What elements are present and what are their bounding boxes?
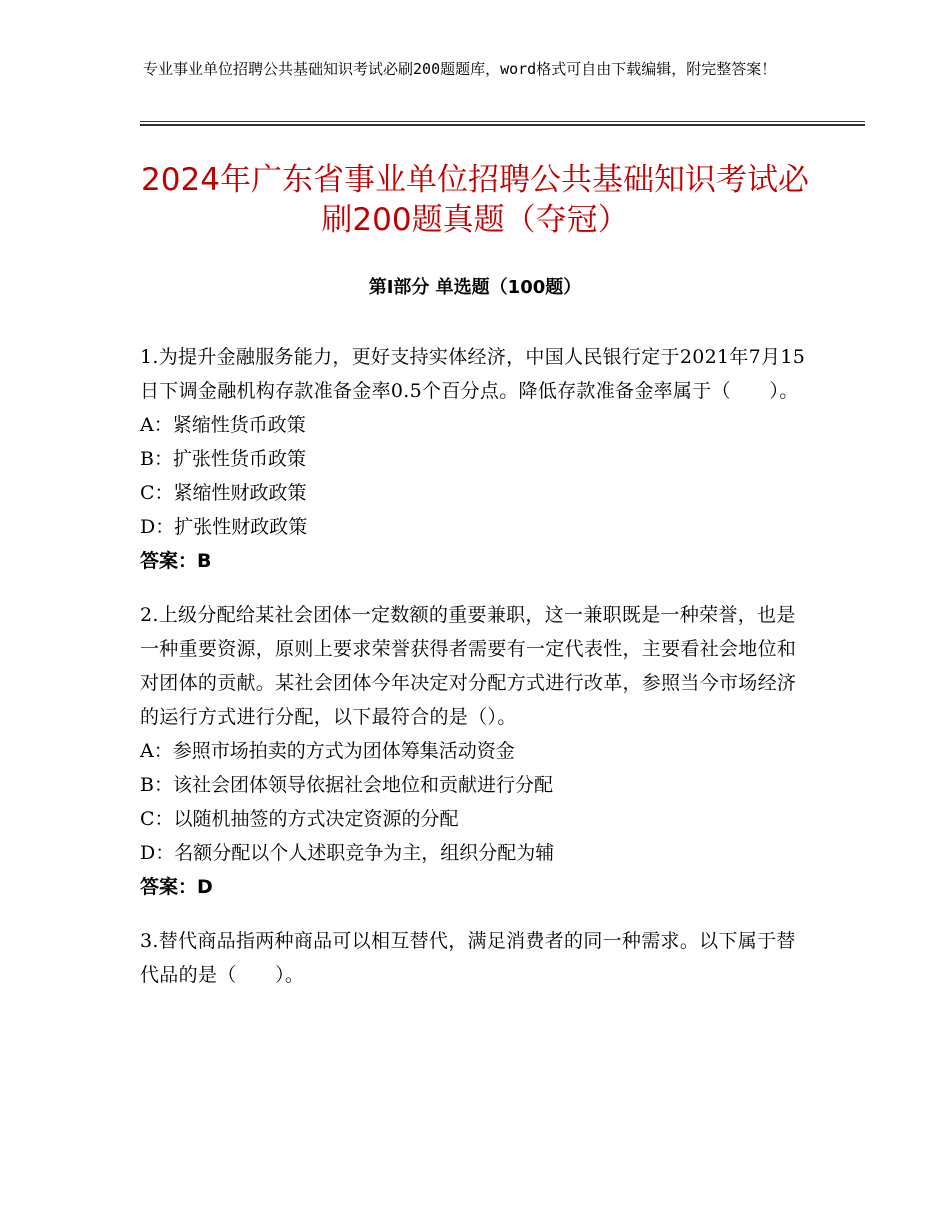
header-divider-thin xyxy=(140,121,865,122)
option-d: D：名额分配以个人述职竞争为主，组织分配为辅 xyxy=(140,842,555,864)
option-a: A：紧缩性货币政策 xyxy=(140,414,306,436)
question-stem: 3.替代商品指两种商品可以相互替代，满足消费者的同一种需求。以下属于替代品的是（ ）。 xyxy=(140,930,796,986)
section-title: 第Ⅰ部分 单选题（100题） xyxy=(368,277,582,298)
question-2 xyxy=(140,598,810,904)
answer: 答案：D xyxy=(140,876,213,898)
header-note: 专业事业单位招聘公共基础知识考试必刷200题题库，word格式可自由下载编辑，附完整答案！ xyxy=(143,60,777,78)
option-d: D：扩张性财政政策 xyxy=(140,516,308,538)
question-stem: 1.为提升金融服务能力，更好支持实体经济，中国人民银行定于2021年7月15日下调金融机构存款准备金率0.5个百分点。降低存款准备金率属于（ ）。 xyxy=(140,346,806,402)
document-title: 2024年广东省事业单位招聘公共基础知识考试必刷200题真题（夺冠） xyxy=(141,162,809,238)
question-1 xyxy=(140,340,810,578)
option-b: B：扩张性货币政策 xyxy=(140,448,306,470)
option-a: A：参照市场拍卖的方式为团体筹集活动资金 xyxy=(140,740,515,762)
option-b: B：该社会团体领导依据社会地位和贡献进行分配 xyxy=(140,774,553,796)
answer: 答案：B xyxy=(140,550,212,572)
question-3 xyxy=(140,924,810,992)
header-divider-thick xyxy=(140,124,865,126)
option-c: C：以随机抽签的方式决定资源的分配 xyxy=(140,808,459,830)
option-c: C：紧缩性财政政策 xyxy=(140,482,307,504)
question-list xyxy=(140,340,810,1012)
question-stem: 2.上级分配给某社会团体一定数额的重要兼职，这一兼职既是一种荣誉，也是一种重要资源，原则上要求荣誉获得者需要有一定代表性，主要看社会地位和对团体的贡献。某社会团体今年决定对分配方式进行改革，参照当今市场经济的运行方式进行分配，以下最符合的是（）。 xyxy=(140,604,797,728)
